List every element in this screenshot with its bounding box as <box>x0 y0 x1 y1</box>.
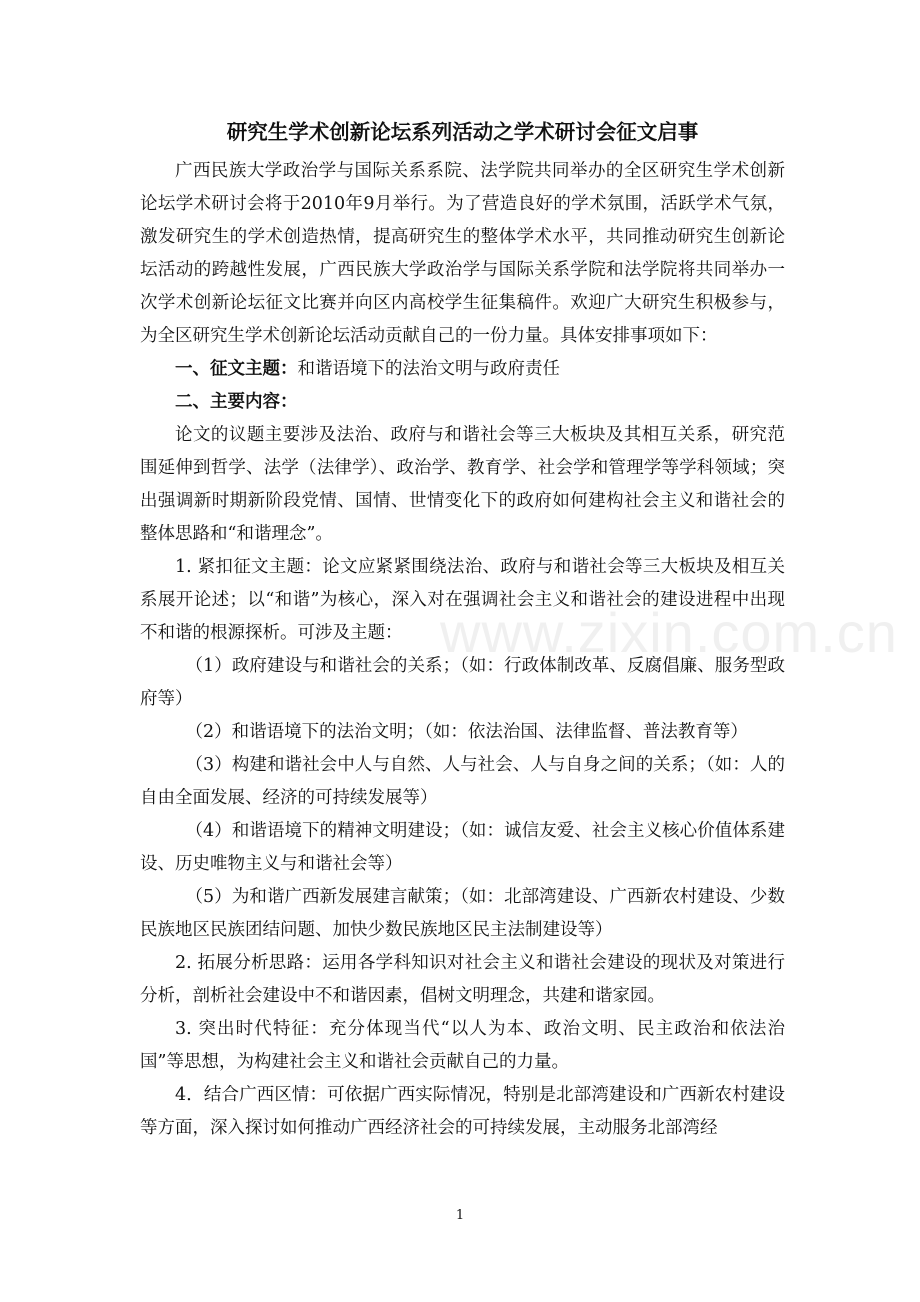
page-number: 1 <box>455 1208 465 1223</box>
point-1: 1. 紧扣征文主题：论文应紧紧围绕法治、政府与和谐社会等三大板块及相互关系展开论述；以“和谐”为核心，深入对在强调社会主义和谐社会的建设进程中出现不和谐的根源探析。可涉及主题： <box>140 557 785 643</box>
watermark: www.zixin.com.cn <box>440 601 898 664</box>
content-intro-paragraph: 论文的议题主要涉及法治、政府与和谐社会等三大板块及其相互关系，研究范围延伸到哲学、法学（法律学）、政治学、教育学、社会学和管理学等学科领域；突出强调新时期新阶段党情、国情、世情变化下的政府如何建构社会主义和谐社会的整体思路和“和谐理念”。 <box>140 425 785 544</box>
section-content-label: 二、主要内容： <box>175 392 298 412</box>
subtopic-2: （2）和谐语境下的法治文明；（如：依法治国、法律监督、普法教育等） <box>185 722 748 742</box>
section-theme <box>140 353 785 386</box>
point-4: 4．结合广西区情：可依据广西实际情况，特别是北部湾建设和广西新农村建设等方面，深入探讨如何推动广西经济社会的可持续发展，主动服务北部湾经 <box>140 1085 785 1138</box>
point-3: 3. 突出时代特征：充分体现当代“以人为本、政治文明、民主政治和依法治国”等思想，为构建社会主义和谐社会贡献自己的力量。 <box>140 1019 785 1072</box>
point-2: 2. 拓展分析思路：运用各学科知识对社会主义和谐社会建设的现状及对策进行分析，剖析社会建设中不和谐因素，倡树文明理念，共建和谐家园。 <box>140 953 785 1006</box>
intro-paragraph: 广西民族大学政治学与国际关系系院、法学院共同举办的全区研究生学术创新论坛学术研讨会将于2010年9月举行。为了营造良好的学术氛围，活跃学术气氛，激发研究生的学术创造热情，提高研究生的整体学术水平，共同推动研究生创新论坛活动的跨越性发展，广西民族大学政治学与国际关系学院和法学院将共同举办一次学术创新论坛征文比赛并向区内高校学生征集稿件。欢迎广大研究生积极参与，为全区研究生学术创新论坛活动贡献自己的一份力量。具体安排事项如下： <box>140 161 785 346</box>
document-body <box>140 117 785 1145</box>
subtopic-3: （3）构建和谐社会中人与自然、人与社会、人与自身之间的关系；（如：人的自由全面发展、经济的可持续发展等） <box>140 755 785 808</box>
section-content-heading <box>140 386 785 419</box>
document-title: 研究生学术创新论坛系列活动之学术研讨会征文启事 <box>226 120 699 144</box>
subtopic-5: （5）为和谐广西新发展建言献策；（如：北部湾建设、广西新农村建设、少数民族地区民族团结问题、加快少数民族地区民主法制建设等） <box>140 887 785 940</box>
subtopic-1: （1）政府建设与和谐社会的关系；（如：行政体制改革、反腐倡廉、服务型政府等） <box>140 656 785 709</box>
section-theme-label: 一、征文主题： <box>175 359 298 379</box>
subtopic-4: （4）和谐语境下的精神文明建设；（如：诚信友爱、社会主义核心价值体系建设、历史唯物主义与和谐社会等） <box>140 821 785 874</box>
section-theme-text: 和谐语境下的法治文明与政府责任 <box>297 359 560 379</box>
